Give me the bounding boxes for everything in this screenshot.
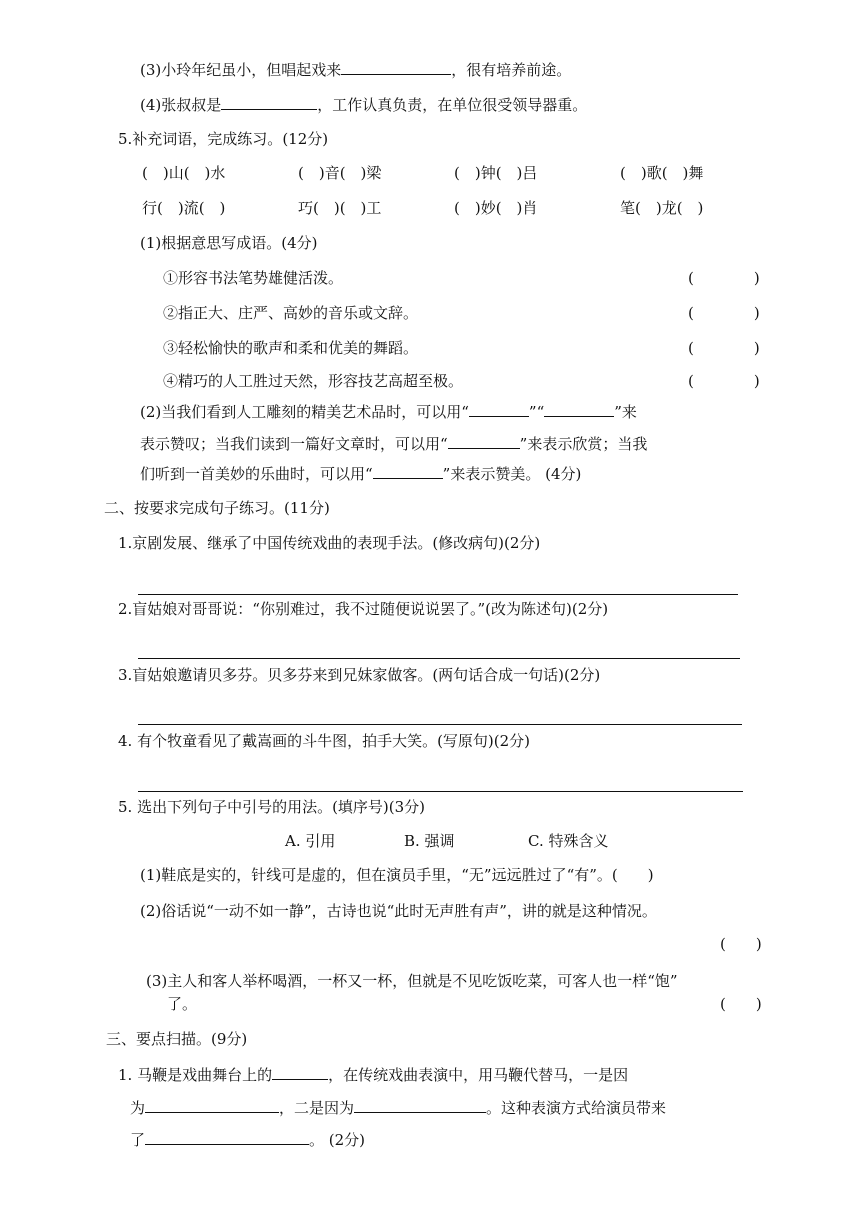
- text: ”来表示欣赏；当我: [519, 435, 648, 453]
- option-a: A. 引用: [285, 832, 336, 850]
- answer-blank[interactable]: [145, 1128, 309, 1145]
- meaning-2: ②指正大、庄严、高妙的音乐或文辞。: [163, 304, 419, 322]
- text: ，工作认真负责，在单位很受领导器重。: [317, 96, 588, 114]
- quote-sentence-1: (1)鞋底是实的，针线可是虚的，但在演员手里，“无”远远胜过了“有”。( ): [140, 866, 654, 884]
- text: 们听到一首美妙的乐曲时，可以用“: [140, 465, 373, 483]
- sentence-task-2: 2.盲姑娘对哥哥说：“你别难过，我不过随便说说罢了。”(改为陈述句)(2分): [118, 600, 609, 618]
- answer-paren[interactable]: ( ): [688, 304, 760, 322]
- point-1-line-2: [130, 1096, 666, 1119]
- text: 1. 马鞭是戏曲舞台上的: [118, 1066, 273, 1084]
- word-item[interactable]: ( )妙( )肖: [454, 199, 538, 217]
- answer-blank[interactable]: [145, 1096, 279, 1113]
- text: ”“: [528, 403, 545, 421]
- text: 了: [130, 1131, 146, 1149]
- meaning-1: ①形容书法笔势雄健活泼。: [163, 269, 344, 287]
- text: ，二是因为: [279, 1099, 355, 1117]
- answer-paren[interactable]: ( ): [720, 995, 762, 1013]
- task-5-heading: 5.补充词语，完成练习。(12分): [118, 130, 329, 148]
- subtask-1-heading: (1)根据意思写成语。(4分): [140, 234, 318, 252]
- quote-sentence-2: (2)俗话说“一动不如一静”，古诗也说“此时无声胜有声”，讲的就是这种情况。: [140, 902, 657, 920]
- sentence-task-5: 5. 选出下列句子中引号的用法。(填序号)(3分): [118, 798, 426, 816]
- answer-blank[interactable]: [354, 1096, 486, 1113]
- option-c: C. 特殊含义: [528, 832, 609, 850]
- answer-paren[interactable]: ( ): [688, 269, 760, 287]
- text: ”来: [614, 403, 637, 421]
- answer-paren[interactable]: ( ): [688, 339, 760, 357]
- point-1-line-1: [118, 1063, 628, 1086]
- answer-blank[interactable]: [469, 400, 529, 417]
- word-item[interactable]: ( )钟( )吕: [454, 164, 538, 182]
- subtask-2-line-1: [140, 400, 637, 423]
- text: ”来表示赞美。 (4分): [442, 465, 582, 483]
- answer-blank[interactable]: [221, 93, 317, 110]
- question-3-line: [140, 58, 571, 81]
- word-item[interactable]: 笔( )龙( ): [620, 199, 704, 217]
- text: ，很有培养前途。: [451, 61, 572, 79]
- section-2-heading: 二、按要求完成句子练习。(11分): [104, 499, 330, 517]
- answer-blank[interactable]: [341, 58, 451, 75]
- answer-blank[interactable]: [272, 1063, 328, 1080]
- text: (2)当我们看到人工雕刻的精美艺术品时，可以用“: [140, 403, 469, 421]
- option-b: B. 强调: [404, 832, 455, 850]
- text: (3)小玲年纪虽小，但唱起戏来: [140, 61, 342, 79]
- answer-line[interactable]: [138, 791, 743, 792]
- point-1-line-3: [130, 1128, 365, 1151]
- answer-line[interactable]: [138, 594, 738, 595]
- text: 表示赞叹；当我们读到一篇好文章时，可以用“: [140, 435, 448, 453]
- meaning-3: ③轻松愉快的歌声和柔和优美的舞蹈。: [163, 339, 419, 357]
- question-4-line: [140, 93, 587, 116]
- subtask-2-line-2: [140, 432, 647, 455]
- text: ，在传统戏曲表演中，用马鞭代替马，一是因: [328, 1066, 629, 1084]
- answer-blank[interactable]: [373, 462, 443, 479]
- quote-sentence-3: (3)主人和客人举杯喝酒，一杯又一杯，但就是不见吃饭吃菜，可客人也一样“饱”: [146, 972, 678, 990]
- subtask-2-line-3: [140, 462, 581, 485]
- answer-paren[interactable]: ( ): [720, 935, 762, 953]
- text: 。 (2分): [309, 1131, 366, 1149]
- word-item[interactable]: ( )歌( )舞: [620, 164, 704, 182]
- meaning-4: ④精巧的人工胜过天然，形容技艺高超至极。: [163, 372, 464, 390]
- sentence-task-3: 3.盲姑娘邀请贝多芬。贝多芬来到兄妹家做客。(两句话合成一句话)(2分): [118, 666, 601, 684]
- text: 。这种表演方式给演员带来: [486, 1099, 667, 1117]
- answer-line[interactable]: [138, 658, 740, 659]
- answer-line[interactable]: [138, 724, 742, 725]
- text: 为: [130, 1099, 146, 1117]
- text: (4)张叔叔是: [140, 96, 222, 114]
- section-3-heading: 三、要点扫描。(9分): [106, 1030, 248, 1048]
- word-item[interactable]: ( )山( )水: [142, 164, 226, 182]
- word-item[interactable]: 巧( )( )工: [298, 199, 382, 217]
- word-item[interactable]: ( )音( )梁: [298, 164, 382, 182]
- answer-paren[interactable]: ( ): [688, 372, 760, 390]
- answer-blank[interactable]: [448, 432, 520, 449]
- answer-blank[interactable]: [544, 400, 614, 417]
- sentence-task-4: 4. 有个牧童看见了戴嵩画的斗牛图，拍手大笑。(写原句)(2分): [118, 732, 531, 750]
- word-item[interactable]: 行( )流( ): [142, 199, 226, 217]
- sentence-task-1: 1.京剧发展、继承了中国传统戏曲的表现手法。(修改病句)(2分): [118, 534, 541, 552]
- quote-sentence-3-end: 了。: [167, 995, 198, 1013]
